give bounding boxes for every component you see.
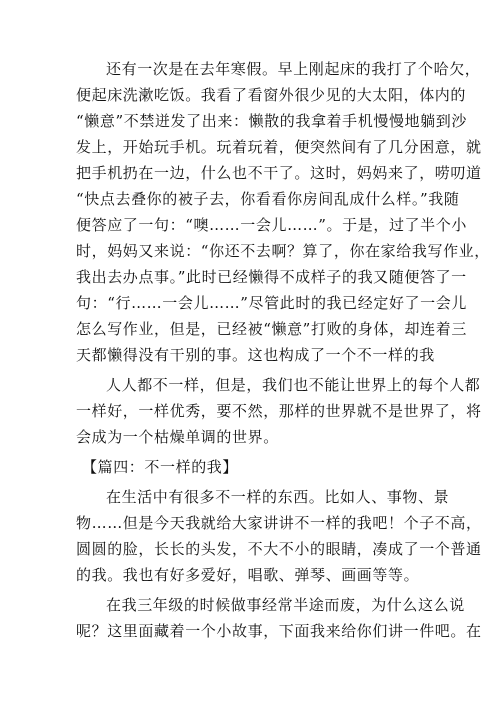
text-line: 一样好，一样优秀，要不然，那样的世界就不是世界了，将 — [76, 402, 482, 420]
text-line: 的我。我也有好多爱好，唱歌、弹琴、画画等等。 — [76, 566, 420, 584]
text-line: 人人都不一样，但是，我们也不能让世界上的每个人都 — [106, 376, 481, 394]
text-line: 怎么写作业，但是，已经被“懒意”打败的身体，却连着三 — [76, 320, 467, 338]
text-line: 便答应了一句：“噢……一会儿……”。于是，过了半个小 — [76, 216, 467, 234]
text-line: “快点去叠你的被子去，你看看你房间乱成什么样。”我随 — [76, 190, 460, 208]
text-line: “懒意”不禁迸发了出来：懒散的我拿着手机慢慢地躺到沙 — [76, 112, 467, 130]
text-line: 还有一次是在去年寒假。早上刚起床的我打了个哈欠， — [106, 60, 481, 78]
paragraph-winter-holiday — [76, 56, 490, 368]
text-line: 时，妈妈又来说：“你还不去啊？算了，你在家给我写作业， — [76, 242, 490, 260]
text-line: 在生活中有很多不一样的东西。比如人、事物、景 — [106, 488, 450, 506]
paragraph-third-grade — [76, 592, 482, 644]
text-line: 天都懒得没有干别的事。这也构成了一个不一样的我 — [76, 346, 435, 364]
section-title: 【篇四：不一样的我】 — [82, 458, 239, 476]
text-line: 发上，开始玩手机。玩着玩着，便突然间有了几分困意，就 — [76, 138, 482, 156]
paragraph-different-me — [76, 484, 482, 588]
text-line: 句：“行……一会儿……”尽管此时的我已经定好了一会儿 — [76, 294, 467, 312]
text-line: 圆圆的脸，长长的头发，不大不小的眼睛，凑成了一个普通 — [76, 540, 482, 558]
text-line: 物……但是今天我就给大家讲讲不一样的我吧！个子不高， — [76, 514, 482, 532]
paragraph-everyone-different — [76, 372, 482, 450]
text-line: 我出去办点事。”此时已经懒得不成样子的我又随便答了一 — [76, 268, 467, 286]
section-heading — [76, 454, 430, 480]
text-line: 把手机扔在一边，什么也不干了。这时，妈妈来了，唠叨道 — [76, 164, 482, 182]
text-line: 会成为一个枯燥单调的世界。 — [76, 428, 279, 446]
text-line: 便起床洗漱吃饭。我看了看窗外很少见的大太阳，体内的 — [76, 86, 467, 104]
text-line: 呢？这里面藏着一个小故事，下面我来给你们讲一件吧。在 — [76, 622, 482, 640]
text-line: 在我三年级的时候做事经常半途而废，为什么这么说 — [106, 596, 465, 614]
